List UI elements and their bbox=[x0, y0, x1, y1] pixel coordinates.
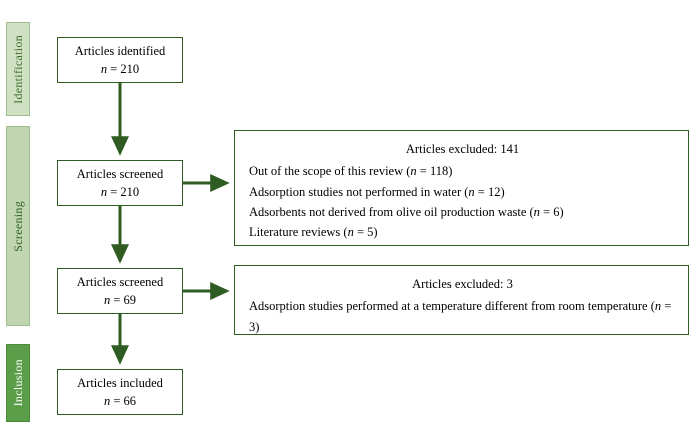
box-identified-title: Articles identified bbox=[74, 43, 166, 58]
phase-bar-inclusion bbox=[6, 344, 30, 422]
exclusion-item-text: Literature reviews ( bbox=[249, 225, 348, 239]
box-screened-2-count bbox=[104, 291, 136, 309]
exclusion-1-item-2 bbox=[249, 182, 676, 202]
n-value: 118 bbox=[429, 164, 449, 179]
exclusion-item-text: Adsorption studies performed at a temperature different from room temperature ( bbox=[249, 299, 655, 314]
n-value: 66 bbox=[123, 394, 137, 408]
exclusion-item-tail: ) bbox=[255, 319, 260, 334]
equals-sign: = bbox=[113, 394, 124, 408]
n-value: 210 bbox=[120, 62, 140, 76]
n-label: n bbox=[654, 299, 662, 314]
n-value: 69 bbox=[123, 293, 137, 307]
equals-sign: = bbox=[539, 204, 554, 219]
exclusion-item-tail: ) bbox=[559, 204, 564, 219]
exclusion-1-item-4 bbox=[249, 222, 676, 242]
box-articles-screened-1 bbox=[57, 160, 183, 206]
n-value: 5 bbox=[367, 225, 374, 239]
equals-sign: = bbox=[113, 293, 124, 307]
box-articles-excluded-1 bbox=[234, 130, 689, 246]
phase-label-identification: Identification bbox=[10, 34, 25, 104]
box-included-title: Articles included bbox=[77, 375, 163, 390]
n-value: 3 bbox=[249, 319, 256, 334]
box-screened-1-title: Articles screened bbox=[76, 166, 164, 181]
n-label: n bbox=[410, 164, 417, 179]
exclusion-1-item-1 bbox=[249, 161, 676, 181]
n-label: n bbox=[347, 225, 354, 239]
equals-sign: = bbox=[474, 184, 488, 199]
exclusion-item-text: Adsorption studies not performed in water ( bbox=[249, 184, 469, 199]
exclusion-2-item-1 bbox=[249, 296, 676, 337]
equals-sign: = bbox=[416, 164, 430, 179]
box-articles-included bbox=[57, 369, 183, 415]
exclusion-item-tail: ) bbox=[448, 164, 453, 179]
n-label: n bbox=[533, 204, 540, 219]
exclusion-2-title: Articles excluded: 3 bbox=[412, 277, 513, 291]
phase-bar-identification bbox=[6, 22, 30, 116]
equals-sign: = bbox=[661, 299, 672, 314]
phase-bar-screening bbox=[6, 126, 30, 326]
exclusion-item-tail: ) bbox=[373, 225, 378, 239]
box-included-count bbox=[104, 392, 136, 410]
n-label: n bbox=[103, 293, 111, 307]
n-label: n bbox=[468, 184, 475, 199]
n-value: 12 bbox=[487, 184, 501, 199]
n-label: n bbox=[100, 185, 108, 199]
equals-sign: = bbox=[110, 62, 121, 76]
phase-label-screening: Screening bbox=[10, 200, 25, 252]
box-articles-identified bbox=[57, 37, 183, 83]
box-articles-excluded-2 bbox=[234, 265, 689, 335]
exclusion-item-tail: ) bbox=[500, 184, 505, 199]
n-label: n bbox=[103, 394, 111, 408]
phase-label-inclusion: Inclusion bbox=[10, 359, 25, 407]
exclusion-item-text: Out of the scope of this review ( bbox=[249, 164, 411, 179]
equals-sign: = bbox=[353, 225, 368, 239]
box-identified-count bbox=[101, 60, 139, 78]
exclusion-item-text: Adsorbents not derived from olive oil production waste ( bbox=[249, 204, 534, 219]
exclusion-1-item-3 bbox=[249, 202, 676, 222]
n-label: n bbox=[100, 62, 108, 76]
n-value: 210 bbox=[120, 185, 140, 199]
exclusion-1-title: Articles excluded: 141 bbox=[405, 142, 520, 156]
box-articles-screened-2 bbox=[57, 268, 183, 314]
n-value: 6 bbox=[553, 204, 560, 219]
box-screened-2-title: Articles screened bbox=[76, 274, 164, 289]
box-screened-1-count bbox=[101, 183, 139, 201]
equals-sign: = bbox=[110, 185, 121, 199]
